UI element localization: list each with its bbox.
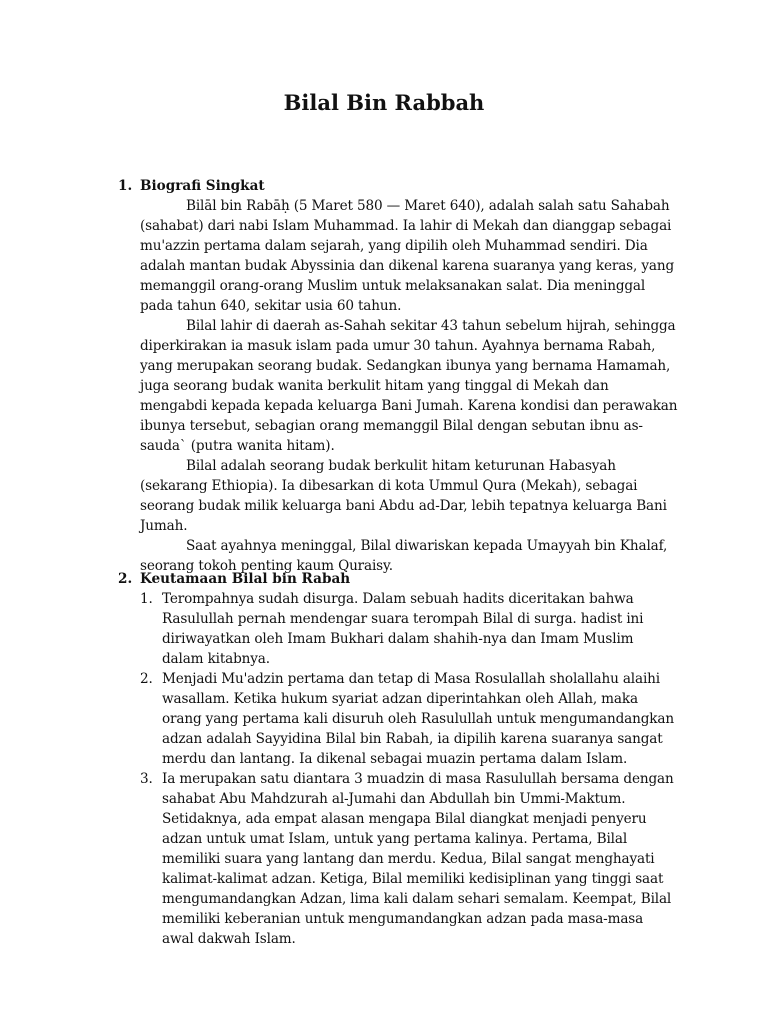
list-item-text: Menjadi Mu'adzin pertama dan tetap di Masa Rosulallah sholallahu alaihi wasallam. Ketika hukum syariat adzan diperintahkan oleh Allah, maka orang yang pertama kali disuruh oleh Rasulullah untuk mengumandangkan adzan adalah Sayyidina Bilal bin Rabah, ia dipilih karena suaranya sangat merdu dan lantang. Ia dikenal sebagai muazin pertama dalam Islam. — [162, 671, 674, 767]
section-biografi — [118, 176, 678, 576]
paragraph: Bilāl bin Rabāḥ (5 Maret 580 — Maret 640), adalah salah satu Sahabah (sahabat) dari nabi Islam Muhammad. Ia lahir di Mekah dan dianggap sebagai mu'azzin pertama dalam sejarah, yang dipilih oleh Muhammad sendiri. Dia adalah mantan budak Abyssinia dan dikenal karena suaranya yang keras, yang memanggil orang-orang Muslim untuk melaksanakan salat. Dia meninggal pada tahun 640, sekitar usia 60 tahun. — [140, 198, 674, 314]
section-heading-text: Biografi Singkat — [140, 178, 265, 194]
list-item-number: 3. — [140, 771, 153, 787]
section-heading — [118, 569, 678, 589]
list-item-number: 1. — [140, 591, 153, 607]
section-heading-text: Keutamaan Bilal bin Rabah — [140, 571, 351, 587]
list-item — [140, 769, 678, 949]
document-title: Bilal Bin Rabbah — [283, 90, 485, 115]
list-item-number: 2. — [140, 671, 153, 687]
section-number: 1. — [118, 178, 133, 194]
paragraph: Bilal adalah seorang budak berkulit hitam keturunan Habasyah (sekarang Ethiopia). Ia dibesarkan di kota Ummul Qura (Mekah), sebagai seorang budak milik keluarga bani Abdu ad-Dar, lebih tepatnya keluarga Bani Jumah. — [140, 458, 667, 534]
paragraph: Bilal lahir di daerah as-Sahah sekitar 43 tahun sebelum hijrah, sehingga diperkirakan ia masuk islam pada umur 30 tahun. Ayahnya bernama Rabah, yang merupakan seorang budak. Sedangkan ibunya yang bernama Hamamah, juga seorang budak wanita berkulit hitam yang tinggal di Mekah dan mengabdi kepada kepada keluarga Bani Jumah. Karena kondisi dan perawakan ibunya tersebut, sebagian orang memanggil Bilal dengan sebutan ibnu as-sauda` (putra wanita hitam). — [140, 318, 678, 454]
list-item-text: Terompahnya sudah disurga. Dalam sebuah hadits diceritakan bahwa Rasulullah pernah mendengar suara terompah Bilal di surga. hadist ini diriwayatkan oleh Imam Bukhari dalam shahih-nya dan Imam Muslim dalam kitabnya. — [162, 591, 644, 667]
keutamaan-list — [118, 589, 678, 949]
paragraph: Saat ayahnya meninggal, Bilal diwariskan kepada Umayyah bin Khalaf, seorang tokoh penting kaum Quraisy. — [140, 538, 668, 574]
section-number: 2. — [118, 571, 133, 587]
list-item — [140, 669, 678, 769]
list-item-text: Ia merupakan satu diantara 3 muadzin di masa Rasulullah bersama dengan sahabat Abu Mahdzurah al-Jumahi dan Abdullah bin Ummi-Maktum. Setidaknya, ada empat alasan mengapa Bilal diangkat menjadi penyeru adzan untuk umat Islam, untuk yang pertama kalinya. Pertama, Bilal memiliki suara yang lantang dan merdu. Kedua, Bilal sangat menghayati kalimat-kalimat adzan. Ketiga, Bilal memiliki kedisiplinan yang tinggi saat mengumandangkan Adzan, lima kali dalam sehari semalam. Keempat, Bilal memiliki keberanian untuk mengumandangkan adzan pada masa-masa awal dakwah Islam. — [162, 771, 674, 947]
section-keutamaan — [118, 569, 678, 949]
list-item — [140, 589, 678, 669]
section-heading — [118, 176, 678, 196]
